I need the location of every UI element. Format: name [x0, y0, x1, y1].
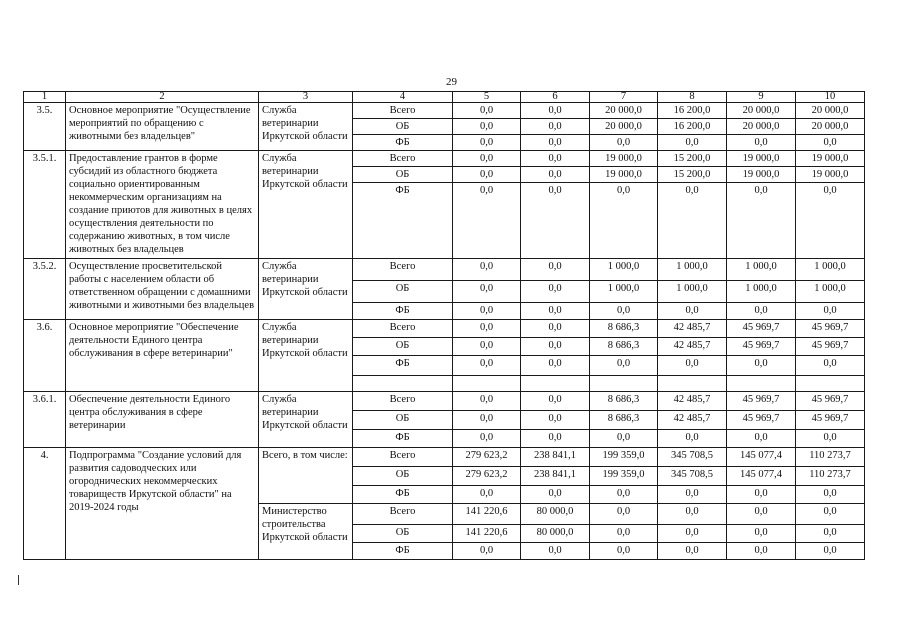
- row-number: 3.6.1.: [24, 392, 66, 448]
- amount-cell: 8 686,3: [590, 320, 658, 338]
- amount-cell: 20 000,0: [796, 119, 865, 135]
- activity-name: Основное мероприятие "Осуществление мероприятий по обращению с животными без владельцев": [66, 103, 259, 151]
- amount-cell: 0,0: [796, 303, 865, 320]
- table-row: [24, 448, 865, 467]
- amount-cell: 20 000,0: [796, 103, 865, 119]
- amount-cell: 1 000,0: [796, 281, 865, 303]
- amount-cell: 0,0: [521, 392, 590, 411]
- amount-cell: 19 000,0: [727, 167, 796, 183]
- row-number: 3.5.1.: [24, 151, 66, 259]
- amount-cell: 20 000,0: [590, 103, 658, 119]
- amount-cell: 1 000,0: [658, 281, 727, 303]
- executor-name: Министерство строительства Иркутской области: [259, 504, 353, 560]
- amount-cell: 8 686,3: [590, 411, 658, 430]
- amount-cell: 0,0: [658, 303, 727, 320]
- amount-cell: 0,0: [796, 430, 865, 448]
- funding-source: ФБ: [353, 430, 453, 448]
- header-row: [24, 92, 865, 103]
- funding-source: Всего: [353, 504, 453, 525]
- amount-cell: 0,0: [453, 135, 521, 151]
- amount-cell: 0,0: [796, 525, 865, 543]
- amount-cell: 1 000,0: [590, 259, 658, 281]
- amount-cell: 345 708,5: [658, 448, 727, 467]
- amount-cell: 0,0: [658, 504, 727, 525]
- amount-cell: 0,0: [453, 303, 521, 320]
- funding-source: Всего: [353, 392, 453, 411]
- amount-cell: 0,0: [521, 135, 590, 151]
- amount-cell: 145 077,4: [727, 467, 796, 486]
- amount-cell: 0,0: [453, 281, 521, 303]
- amount-cell: 0,0: [453, 356, 521, 376]
- amount-cell: 0,0: [727, 504, 796, 525]
- amount-cell: 0,0: [521, 119, 590, 135]
- executor-name: Служба ветеринарии Иркутской области: [259, 320, 353, 392]
- amount-cell: 42 485,7: [658, 392, 727, 411]
- amount-cell: 19 000,0: [590, 167, 658, 183]
- amount-cell: 0,0: [521, 411, 590, 430]
- amount-cell: 19 000,0: [796, 167, 865, 183]
- amount-cell: 345 708,5: [658, 467, 727, 486]
- amount-cell: 0,0: [658, 356, 727, 376]
- row-number: 3.6.: [24, 320, 66, 392]
- empty-cell: [727, 376, 796, 392]
- amount-cell: 0,0: [658, 486, 727, 504]
- amount-cell: 0,0: [521, 281, 590, 303]
- amount-cell: 45 969,7: [796, 411, 865, 430]
- empty-cell: [453, 376, 521, 392]
- funding-source: Всего: [353, 320, 453, 338]
- header-cell: 2: [66, 92, 259, 103]
- amount-cell: 279 623,2: [453, 467, 521, 486]
- funding-source: ОБ: [353, 338, 453, 356]
- funding-source: ФБ: [353, 135, 453, 151]
- amount-cell: 0,0: [453, 430, 521, 448]
- funding-source: ОБ: [353, 281, 453, 303]
- margin-mark: [18, 575, 25, 585]
- funding-source: ОБ: [353, 525, 453, 543]
- amount-cell: 0,0: [727, 543, 796, 560]
- amount-cell: 20 000,0: [590, 119, 658, 135]
- header-cell: 5: [453, 92, 521, 103]
- amount-cell: 0,0: [727, 525, 796, 543]
- amount-cell: 0,0: [453, 167, 521, 183]
- amount-cell: 199 359,0: [590, 448, 658, 467]
- amount-cell: 0,0: [796, 135, 865, 151]
- amount-cell: 0,0: [727, 430, 796, 448]
- amount-cell: 0,0: [521, 183, 590, 259]
- amount-cell: 42 485,7: [658, 320, 727, 338]
- amount-cell: 0,0: [658, 430, 727, 448]
- funding-source: Всего: [353, 103, 453, 119]
- amount-cell: 145 077,4: [727, 448, 796, 467]
- amount-cell: 1 000,0: [590, 281, 658, 303]
- amount-cell: 0,0: [590, 543, 658, 560]
- amount-cell: 0,0: [453, 338, 521, 356]
- row-number: 3.5.: [24, 103, 66, 151]
- amount-cell: 15 200,0: [658, 167, 727, 183]
- amount-cell: 0,0: [796, 543, 865, 560]
- amount-cell: 19 000,0: [796, 151, 865, 167]
- amount-cell: 45 969,7: [796, 338, 865, 356]
- amount-cell: 45 969,7: [727, 392, 796, 411]
- amount-cell: 0,0: [453, 320, 521, 338]
- amount-cell: 19 000,0: [727, 151, 796, 167]
- header-cell: 4: [353, 92, 453, 103]
- amount-cell: 1 000,0: [796, 259, 865, 281]
- amount-cell: 110 273,7: [796, 448, 865, 467]
- empty-cell: [353, 376, 453, 392]
- amount-cell: 0,0: [453, 392, 521, 411]
- executor-name: Служба ветеринарии Иркутской области: [259, 392, 353, 448]
- amount-cell: 8 686,3: [590, 392, 658, 411]
- amount-cell: 0,0: [590, 430, 658, 448]
- funding-source: ФБ: [353, 356, 453, 376]
- amount-cell: 42 485,7: [658, 338, 727, 356]
- amount-cell: 0,0: [521, 430, 590, 448]
- amount-cell: 238 841,1: [521, 448, 590, 467]
- amount-cell: 0,0: [590, 183, 658, 259]
- funding-source: ФБ: [353, 543, 453, 560]
- amount-cell: 45 969,7: [727, 320, 796, 338]
- funding-source: ОБ: [353, 167, 453, 183]
- amount-cell: 0,0: [521, 356, 590, 376]
- amount-cell: 0,0: [796, 183, 865, 259]
- amount-cell: 0,0: [727, 303, 796, 320]
- table-row: [24, 103, 865, 119]
- amount-cell: 0,0: [453, 543, 521, 560]
- empty-cell: [658, 376, 727, 392]
- header-cell: 7: [590, 92, 658, 103]
- header-cell: 10: [796, 92, 865, 103]
- funding-source: Всего: [353, 259, 453, 281]
- funding-source: ОБ: [353, 119, 453, 135]
- table-row: [24, 151, 865, 167]
- header-cell: 6: [521, 92, 590, 103]
- amount-cell: 45 969,7: [727, 338, 796, 356]
- executor-name: Всего, в том числе:: [259, 448, 353, 504]
- amount-cell: 0,0: [796, 356, 865, 376]
- row-number: 4.: [24, 448, 66, 560]
- executor-name: Служба ветеринарии Иркутской области: [259, 259, 353, 320]
- amount-cell: 0,0: [796, 504, 865, 525]
- table-row: [24, 259, 865, 281]
- amount-cell: 20 000,0: [727, 103, 796, 119]
- amount-cell: 110 273,7: [796, 467, 865, 486]
- amount-cell: 0,0: [590, 504, 658, 525]
- activity-name: Обеспечение деятельности Единого центра обслуживания в сфере ветеринарии: [66, 392, 259, 448]
- amount-cell: 1 000,0: [727, 281, 796, 303]
- amount-cell: 0,0: [453, 103, 521, 119]
- funding-source: ОБ: [353, 467, 453, 486]
- row-number: 3.5.2.: [24, 259, 66, 320]
- table-row: [24, 320, 865, 338]
- empty-cell: [590, 376, 658, 392]
- amount-cell: 0,0: [521, 320, 590, 338]
- amount-cell: 1 000,0: [727, 259, 796, 281]
- amount-cell: 0,0: [453, 151, 521, 167]
- amount-cell: 279 623,2: [453, 448, 521, 467]
- amount-cell: 0,0: [453, 486, 521, 504]
- amount-cell: 0,0: [590, 525, 658, 543]
- amount-cell: 45 969,7: [796, 392, 865, 411]
- table-body: [24, 92, 865, 560]
- amount-cell: 42 485,7: [658, 411, 727, 430]
- amount-cell: 0,0: [521, 303, 590, 320]
- amount-cell: 0,0: [727, 486, 796, 504]
- amount-cell: 80 000,0: [521, 504, 590, 525]
- amount-cell: 0,0: [521, 486, 590, 504]
- amount-cell: 45 969,7: [727, 411, 796, 430]
- funding-source: Всего: [353, 151, 453, 167]
- amount-cell: 141 220,6: [453, 525, 521, 543]
- executor-name: Служба ветеринарии Иркутской области: [259, 151, 353, 259]
- funding-source: ОБ: [353, 411, 453, 430]
- amount-cell: 0,0: [658, 525, 727, 543]
- amount-cell: 0,0: [521, 259, 590, 281]
- amount-cell: 0,0: [453, 183, 521, 259]
- amount-cell: 0,0: [453, 411, 521, 430]
- amount-cell: 199 359,0: [590, 467, 658, 486]
- amount-cell: 0,0: [521, 167, 590, 183]
- amount-cell: 141 220,6: [453, 504, 521, 525]
- activity-name: Осуществление просветительской работы с населением области об ответственном обращении с домашними животными и животными без владельцев: [66, 259, 259, 320]
- empty-cell: [796, 376, 865, 392]
- amount-cell: 0,0: [727, 135, 796, 151]
- funding-source: Всего: [353, 448, 453, 467]
- header-cell: 9: [727, 92, 796, 103]
- amount-cell: 0,0: [727, 183, 796, 259]
- funding-source: ФБ: [353, 183, 453, 259]
- funding-source: ФБ: [353, 486, 453, 504]
- budget-table: [23, 91, 865, 560]
- amount-cell: 0,0: [658, 543, 727, 560]
- amount-cell: 238 841,1: [521, 467, 590, 486]
- amount-cell: 0,0: [521, 543, 590, 560]
- amount-cell: 19 000,0: [590, 151, 658, 167]
- amount-cell: 1 000,0: [658, 259, 727, 281]
- page-number: 29: [446, 76, 457, 88]
- header-cell: 1: [24, 92, 66, 103]
- amount-cell: 0,0: [521, 338, 590, 356]
- amount-cell: 0,0: [658, 135, 727, 151]
- amount-cell: 80 000,0: [521, 525, 590, 543]
- amount-cell: 0,0: [590, 356, 658, 376]
- funding-source: ФБ: [353, 303, 453, 320]
- amount-cell: 8 686,3: [590, 338, 658, 356]
- amount-cell: 0,0: [727, 356, 796, 376]
- amount-cell: 20 000,0: [727, 119, 796, 135]
- empty-cell: [521, 376, 590, 392]
- amount-cell: 0,0: [590, 303, 658, 320]
- amount-cell: 16 200,0: [658, 103, 727, 119]
- amount-cell: 0,0: [521, 103, 590, 119]
- amount-cell: 0,0: [453, 119, 521, 135]
- table-row: [24, 392, 865, 411]
- amount-cell: 0,0: [590, 486, 658, 504]
- header-cell: 8: [658, 92, 727, 103]
- activity-name: Предоставление грантов в форме субсидий из областного бюджета социально ориентированным некоммерческим организациям на создание приютов для животных в целях осуществления деятельности по содержанию животных, в том числе животных без владельцев: [66, 151, 259, 259]
- executor-name: Служба ветеринарии Иркутской области: [259, 103, 353, 151]
- amount-cell: 0,0: [521, 151, 590, 167]
- amount-cell: 15 200,0: [658, 151, 727, 167]
- amount-cell: 45 969,7: [796, 320, 865, 338]
- activity-name: Подпрограмма "Создание условий для развития садоводческих или огороднических некоммерческих товариществ Иркутской области" на 2019-2024 годы: [66, 448, 259, 560]
- activity-name: Основное мероприятие "Обеспечение деятельности Единого центра обслуживания в сфере ветеринарии": [66, 320, 259, 392]
- amount-cell: 0,0: [796, 486, 865, 504]
- amount-cell: 0,0: [590, 135, 658, 151]
- header-cell: 3: [259, 92, 353, 103]
- amount-cell: 0,0: [658, 183, 727, 259]
- amount-cell: 16 200,0: [658, 119, 727, 135]
- amount-cell: 0,0: [453, 259, 521, 281]
